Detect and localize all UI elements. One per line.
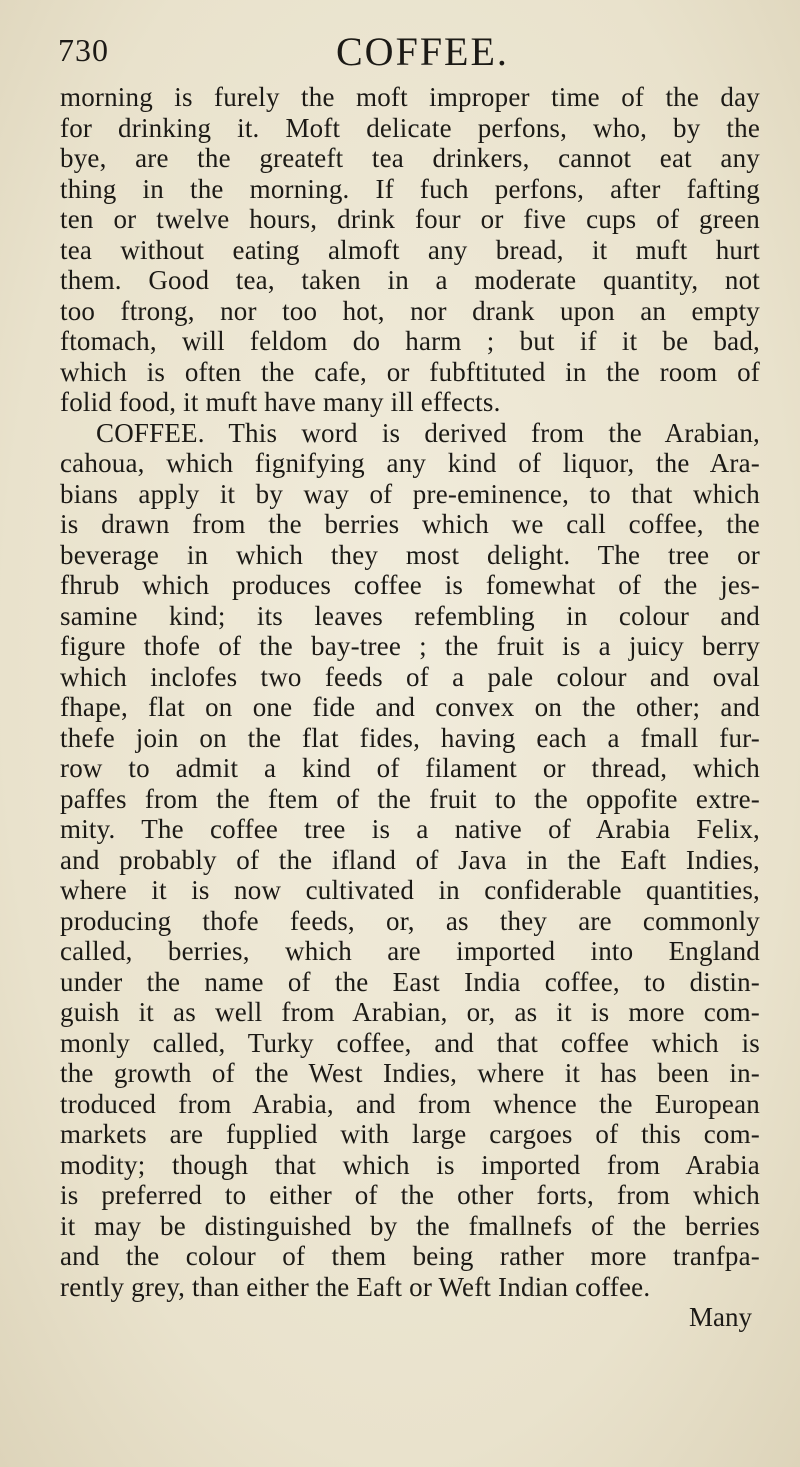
running-head: COFFEE. bbox=[336, 29, 509, 74]
text-line: is preferred to either of the other forts, from which bbox=[60, 1180, 760, 1210]
text-line: under the name of the East India coffee, to distin- bbox=[60, 966, 760, 997]
text-line: bians apply it by way of pre-eminence, to that which bbox=[60, 478, 760, 509]
text-line: fhape, flat on one fide and convex on the other; and bbox=[60, 692, 760, 722]
text-line: the growth of the West Indies, where it has been in- bbox=[60, 1058, 760, 1088]
text-line: thing in the morning. If fuch perfons, after fafting bbox=[60, 173, 760, 204]
text-line: modity; though that which is imported from Arabia bbox=[60, 1149, 760, 1180]
page-number: 730 bbox=[58, 32, 109, 68]
text-line: which is often the cafe, or fubftituted in the room of bbox=[60, 356, 760, 387]
text-line: where it is now cultivated in confiderable quantities, bbox=[60, 875, 760, 905]
text-line: and the colour of them being rather more tranfpa- bbox=[60, 1241, 760, 1271]
text-line: is drawn from the berries which we call coffee, the bbox=[60, 509, 760, 539]
text-line: samine kind; its leaves refembling in colour and bbox=[60, 600, 760, 631]
text-line: ftomach, will feldom do harm ; but if it be bad, bbox=[60, 326, 760, 356]
text-line: paffes from the ftem of the fruit to the oppofite extre- bbox=[60, 783, 760, 814]
text-line: thefe join on the flat fides, having each a fmall fur- bbox=[60, 722, 760, 753]
page-header bbox=[58, 28, 738, 78]
text-line: them. Good tea, taken in a moderate quantity, not bbox=[60, 265, 760, 295]
text-line: it may be distinguished by the fmallnefs of the berries bbox=[60, 1210, 760, 1241]
text-line: fhrub which produces coffee is fomewhat of the jes- bbox=[60, 570, 760, 600]
text-line: producing thofe feeds, or, as they are commonly bbox=[60, 905, 760, 936]
text-line: row to admit a kind of filament or thread, which bbox=[60, 753, 760, 783]
text-line: beverage in which they most delight. The tree or bbox=[60, 539, 760, 570]
text-line: too ftrong, nor too hot, nor drank upon an empty bbox=[60, 295, 760, 326]
body-text bbox=[60, 82, 760, 1333]
text-line: markets are fupplied with large cargoes of this com- bbox=[60, 1119, 760, 1149]
text-line: bye, are the greateft tea drinkers, cannot eat any bbox=[60, 143, 760, 173]
text-line: ten or twelve hours, drink four or five cups of green bbox=[60, 204, 760, 234]
text-line: which inclofes two feeds of a pale colour and oval bbox=[60, 661, 760, 692]
entry-heading-line: COFFEE. This word is derived from the Arabian, bbox=[96, 417, 760, 448]
text-line: troduced from Arabia, and from whence the European bbox=[60, 1088, 760, 1119]
text-line: morning is furely the moft improper time of the day bbox=[60, 82, 760, 112]
text-line: for drinking it. Moft delicate perfons, who, by the bbox=[60, 112, 760, 143]
text-line: tea without eating almoft any bread, it muft hurt bbox=[60, 234, 760, 265]
text-line: called, berries, which are imported into England bbox=[60, 936, 760, 966]
text-line: monly called, Turky coffee, and that coffee which is bbox=[60, 1027, 760, 1058]
text-line: rently grey, than either the Eaft or Weft Indian coffee. bbox=[60, 1271, 651, 1302]
text-line: mity. The coffee tree is a native of Arabia Felix, bbox=[60, 814, 760, 844]
text-line: and probably of the ifland of Java in the Eaft Indies, bbox=[60, 844, 760, 875]
catchword: Many bbox=[689, 1302, 752, 1332]
text-line: cahoua, which fignifying any kind of liquor, the Ara- bbox=[60, 448, 760, 478]
paragraph-end-line: folid food, it muft have many ill effects. bbox=[60, 387, 501, 417]
text-line: figure thofe of the bay-tree ; the fruit is a juicy berry bbox=[60, 631, 760, 661]
text-line: guish it as well from Arabian, or, as it is more com- bbox=[60, 997, 760, 1027]
